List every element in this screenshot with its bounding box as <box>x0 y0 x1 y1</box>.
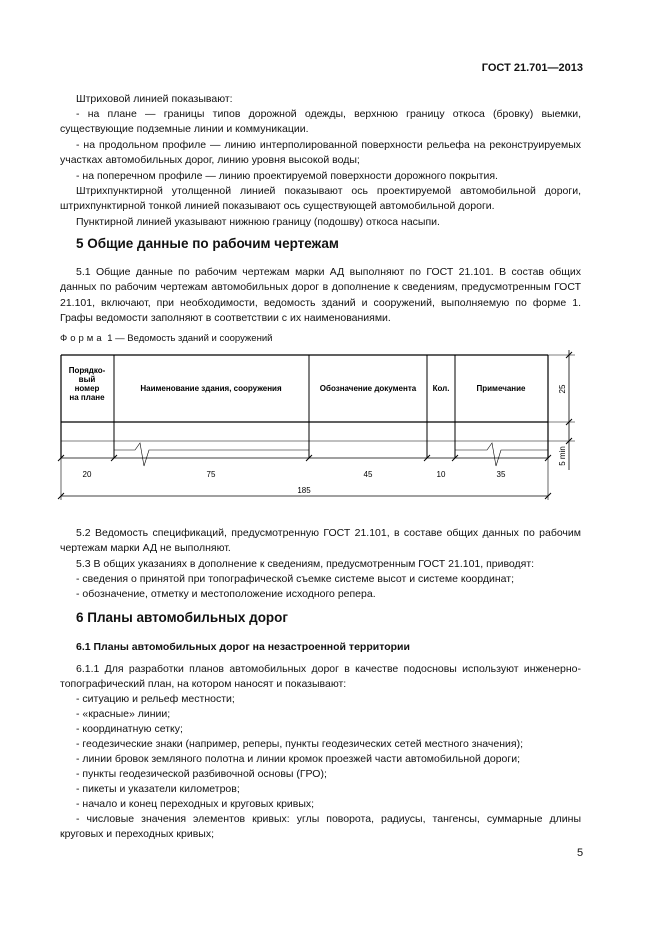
form-dimension-label: 45 <box>363 470 373 479</box>
list-item: - ситуацию и рельеф местности; <box>76 693 235 705</box>
list-item: - числовые значения элементов кривых: углы поворота, радиусы, тангенсы, суммарные длины круговых и переходных кривых; <box>60 813 581 841</box>
form-column-header-number: Порядко-вый номер на плане <box>68 366 106 402</box>
list-item: - геодезические знаки (например, реперы, пункты геодезических сетей местного значения); <box>76 738 523 750</box>
paragraph-5-3: 5.3 В общих указаниях в дополнение к сведениям, предусмотренным ГОСТ 21.101, приводят: <box>76 558 535 570</box>
section-6-heading: 6 Планы автомобильных дорог <box>76 610 289 625</box>
list-item: - линии бровок земляного полотна и линии кромок проезжей части автомобильной дороги; <box>76 753 521 765</box>
document-code: ГОСТ 21.701—2013 <box>481 62 583 74</box>
form-total-width-label: 185 <box>297 486 311 495</box>
list-item: - начало и конец переходных и круговых кривых; <box>76 798 315 810</box>
intro-paragraph: - на продольном профиле — линию интерполированной поверхности рельефа на реконструируемых участках автомобильных дорог, линию уровня высокой воды; <box>60 139 581 167</box>
form-caption-title: 1 — Ведомость зданий и сооружений <box>104 333 273 344</box>
list-item: - обозначение, отметку и местоположение исходного репера. <box>76 588 376 600</box>
form-header-height-label: 25 <box>558 384 567 394</box>
intro-paragraph: Штрихпунктирной утолщенной линией показывают ось проектируемой автомобильной дороги, штрихпунктирной тонкой линией показывают ось существующей автомобильной дороги. <box>60 185 581 213</box>
form-column-header-name: Наименование здания, сооружения <box>140 384 282 393</box>
paragraph-5-1: 5.1 Общие данные по рабочим чертежам марки АД выполняют по ГОСТ 21.101. В состав общих данных по рабочим чертежам автомобильных дорог в дополнение к сведениям, предусмотренным ГОСТ 21.101, включают, при необходимости, ведомость зданий и сооружений, выполняемую по форме 1. Графы ведомости заполняют в соответствии с их наименованиями. <box>60 266 581 325</box>
paragraph-5-2: 5.2 Ведомость спецификаций, предусмотренную ГОСТ 21.101, в составе общих данных по рабочим чертежам марки АД не выполняют. <box>60 527 581 555</box>
subsection-6-1-heading: 6.1 Планы автомобильных дорог на незастроенной территории <box>76 641 410 653</box>
form-dimension-label: 10 <box>436 470 446 479</box>
form-dimension-label: 35 <box>496 470 506 479</box>
list-item: - сведения о принятой при топографической съемке системе высот и системе координат; <box>76 573 514 585</box>
form-row-height-label: 5 min <box>558 446 567 466</box>
intro-paragraph: - на поперечном профиле — линию проектируемой поверхности дорожного покрытия. <box>76 170 498 182</box>
form-column-header-note: Примечание <box>476 384 526 393</box>
paragraph-6-1-1: 6.1.1 Для разработки планов автомобильных дорог в качестве подосновы используют инженерно-топографический план, на котором наносят и показывают: <box>60 663 581 691</box>
list-item: - пункты геодезической разбивочной основы (ГРО); <box>76 768 327 780</box>
intro-paragraph: - на плане — границы типов дорожной одежды, верхнюю границу откоса (бровку) выемки, существующие подземные линии и коммуникации. <box>60 108 581 136</box>
intro-paragraph: Пунктирной линией указывают нижнюю границу (подошву) откоса насыпи. <box>76 216 440 228</box>
intro-paragraph: Штриховой линией показывают: <box>76 93 233 105</box>
list-item: - «красные» линии; <box>76 708 171 720</box>
form-caption-word: Форма <box>60 333 105 344</box>
form-column-header-quantity: Кол. <box>432 384 450 393</box>
page-number: 5 <box>577 847 584 859</box>
form-dimension-label: 20 <box>82 470 92 479</box>
list-item: - координатную сетку; <box>76 723 183 735</box>
form-dimension-label: 75 <box>206 470 216 479</box>
section-5-heading: 5 Общие данные по рабочим чертежам <box>76 236 339 251</box>
list-item: - пикеты и указатели километров; <box>76 783 240 795</box>
form-column-header-document: Обозначение документа <box>319 384 417 393</box>
